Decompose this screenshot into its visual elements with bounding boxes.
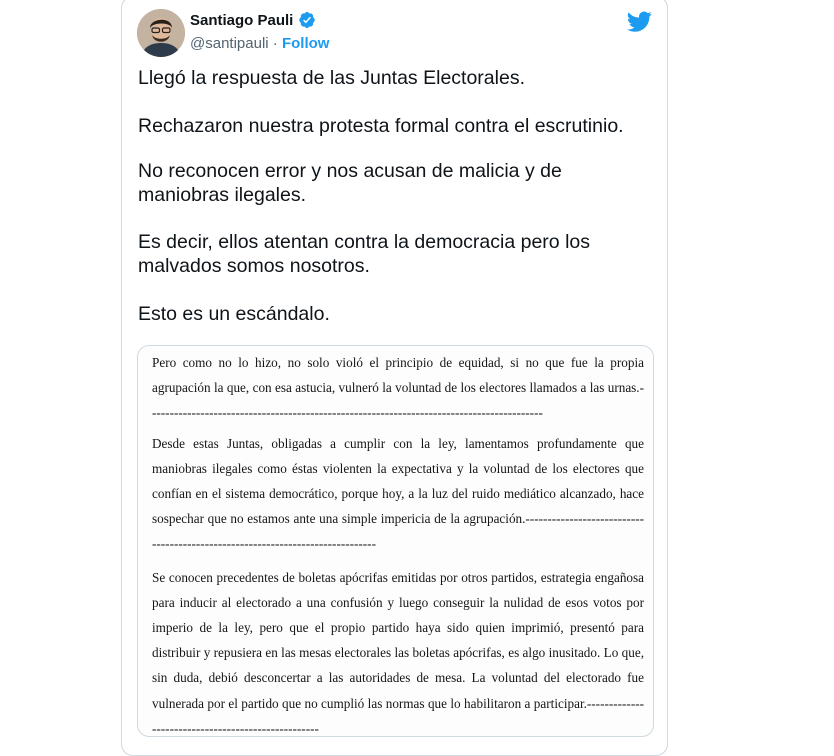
author-name-row [190,11,316,29]
author-handle-row [190,35,329,52]
tweet-paragraph: Rechazaron nuestra protesta formal contra el escrutinio. [138,114,624,137]
tweet-paragraph: No reconocen error y nos acusan de malicia y de maniobras ilegales. [138,160,562,206]
tweet-paragraph: Esto es un escándalo. [138,303,330,325]
avatar[interactable] [137,9,185,57]
tweet-media-image[interactable] [137,345,654,737]
document-paragraph: Desde estas Juntas, obligadas a cumplir con la ley, lamentamos profundamente que maniobras ilegales como éstas violenten la expectativa y la voluntad de los electores que confían en el sistema democrático, porque hoy, a la luz del ruido mediático alcanzado, hace sospechar que no estamos ante una simple impericia de la agrupación.------------------------------------------------------------------------------ [152,435,644,552]
tweet-paragraph: Es decir, ellos atentan contra la democracia pero los malvados somos nosotros. [138,231,590,277]
follow-button[interactable]: Follow [281,35,330,52]
tweet-paragraph: Llegó la respuesta de las Juntas Electorales. [138,67,525,89]
document-scan [152,350,644,737]
twitter-bird-icon[interactable] [627,9,652,34]
tweet-card [121,0,668,756]
author-display-name[interactable]: Santiago Pauli [190,11,294,29]
author-handle[interactable]: @santipauli [190,35,269,52]
tweet-text [138,67,653,351]
document-paragraph: Se conocen precedentes de boletas apócrifas emitidas por otros partidos, estrategia engañosa para inducir al electorado a una confusión y luego conseguir la nulidad de esos votos por imperio de la ley, pero que el propio partido haya sido quien imprimió, presentó para distribuir y repusiera en las mesas electorales las boletas apócrifas, es algo inusitado. Lo que, sin duda, debió desconcertar a las autoridades de mesa. La voluntad del electorado fue vulnerada por el partido que no cumplió las normas que lo habilitaron a participar.--------------------------------------------------- [152,569,644,736]
verified-badge-icon [298,11,316,29]
document-paragraph: Pero como no lo hizo, no solo violó el principio de equidad, si no que fue la propia agrupación la que, con esa astucia, vulneró la voluntad de los electores llamados a las urnas.------------------------------------------------------------------------------------------ [152,355,644,421]
handle-separator: · [268,35,282,52]
